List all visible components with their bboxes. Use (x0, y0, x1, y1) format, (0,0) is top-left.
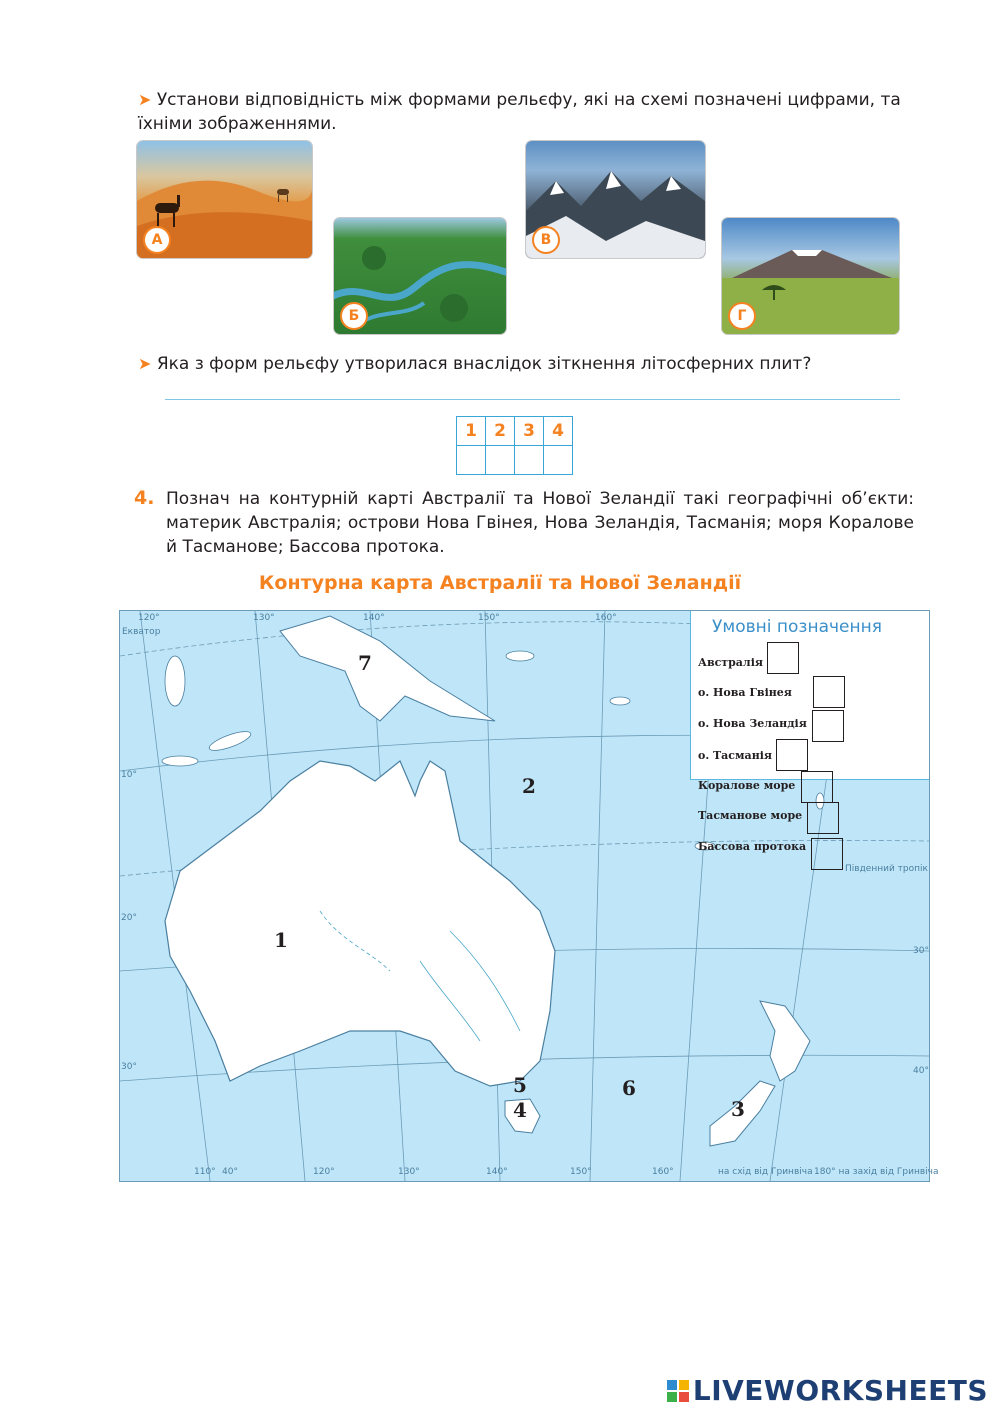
map-number-3: 3 (731, 1097, 745, 1121)
answer-line[interactable] (165, 399, 900, 400)
answer-box-coral-sea[interactable] (801, 771, 833, 803)
bottom-degree-160: 160° (652, 1167, 674, 1177)
tropic-label: Південний тропік (845, 864, 928, 874)
answer-header-2: 2 (486, 417, 515, 446)
photo-letter-v: В (532, 226, 560, 254)
task4-number: 4. (134, 487, 155, 509)
right-lat-30: 30° (913, 946, 929, 956)
top-degree-150: 150° (478, 613, 500, 623)
bottom-degree-130: 130° (398, 1167, 420, 1177)
new-zealand-north-outline (760, 1001, 810, 1081)
legend-item-new-guinea: о. Нова Гвінея (698, 686, 792, 699)
photo-volcano (722, 218, 899, 334)
map-number-6: 6 (622, 1076, 636, 1100)
task3-question: Яка з форм рельєфу утворилася внаслідок зіткнення літосферних плит? (156, 354, 812, 374)
map-title: Контурна карта Австралії та Нової Зеландії (258, 572, 742, 594)
bottom-degree-120: 120° (313, 1167, 335, 1177)
bottom-degree-110: 110° (194, 1167, 216, 1177)
top-degree-130: 130° (253, 613, 275, 623)
task3-instruction-block (138, 88, 903, 136)
photo-letter-b: Б (340, 302, 368, 330)
brand-text: LIVEWORKSHEETS (692, 1374, 988, 1407)
map-number-2: 2 (522, 774, 536, 798)
bottom-degree-140: 140° (486, 1167, 508, 1177)
bottom-degree-150: 150° (570, 1167, 592, 1177)
answer-cell-2[interactable] (486, 446, 515, 475)
legend-item-tasman-sea: Тасманове море (698, 809, 803, 822)
legend-item-australia: Австралія (698, 656, 763, 669)
left-lat-20: 20° (121, 913, 137, 923)
answer-table (456, 416, 573, 475)
task3-instruction: Установи відповідність між формами рельєфу, які на схемі позначені цифрами, та їхніми зображеннями. (138, 90, 901, 134)
answer-box-bass-strait[interactable] (811, 838, 843, 870)
bottom-degree-40: 40° (222, 1167, 238, 1177)
australia-outline (165, 761, 555, 1086)
photo-desert (137, 141, 312, 258)
liveworksheets-logo (667, 1374, 988, 1407)
left-lat-30: 30° (121, 1062, 137, 1072)
answer-header-1: 1 (457, 417, 486, 446)
bullet-arrow-icon: ➤ (138, 90, 152, 109)
task3-question-block (138, 352, 903, 376)
answer-box-tasman-sea[interactable] (807, 802, 839, 834)
top-degree-160: 160° (595, 613, 617, 623)
top-degree-140: 140° (363, 613, 385, 623)
answer-cell-3[interactable] (515, 446, 544, 475)
east-note: на схід від Гринвіча (718, 1167, 813, 1177)
map-number-1: 1 (274, 928, 288, 952)
legend-item-tasmania: о. Тасманія (698, 749, 773, 762)
task4-text: Познач на контурній карті Австралії та Нової Зеландії такі географічні об’єкти: материк Австралія; острови Нова Гвінея, Нова Зеландія, Тасманія; моря Коралове й Тасманове; Бассова протока. (166, 489, 914, 557)
bullet-arrow-icon: ➤ (138, 354, 152, 373)
answer-cell-4[interactable] (544, 446, 573, 475)
west-note: 180° на захід від Гринвіча (814, 1167, 939, 1177)
answer-header-4: 4 (544, 417, 573, 446)
legend-item-coral-sea: Коралове море (698, 779, 796, 792)
answer-box-new-zealand[interactable] (812, 710, 844, 742)
legend-title: Умовні позначення (712, 617, 882, 637)
legend-item-new-zealand: о. Нова Зеландія (698, 717, 807, 730)
photo-mountains (526, 141, 705, 258)
right-lat-40: 40° (913, 1066, 929, 1076)
top-degree-120: 120° (138, 613, 160, 623)
answer-box-tasmania[interactable] (776, 739, 808, 771)
answer-cell-1[interactable] (457, 446, 486, 475)
photo-lowland-river (334, 218, 506, 334)
photo-letter-a: А (143, 226, 171, 254)
legend-item-bass-strait: Бассова протока (698, 840, 807, 853)
equator-label: Екватор (122, 627, 161, 637)
answer-box-australia[interactable] (767, 642, 799, 674)
left-lat-10: 10° (121, 770, 137, 780)
liveworksheets-logo-icon (667, 1376, 689, 1398)
map-number-5: 5 (513, 1073, 527, 1097)
map-number-7: 7 (358, 651, 372, 675)
map-number-4: 4 (513, 1098, 527, 1122)
photo-letter-g: Г (728, 302, 756, 330)
answer-box-new-guinea[interactable] (813, 676, 845, 708)
answer-header-3: 3 (515, 417, 544, 446)
new-guinea-outline (280, 616, 495, 721)
